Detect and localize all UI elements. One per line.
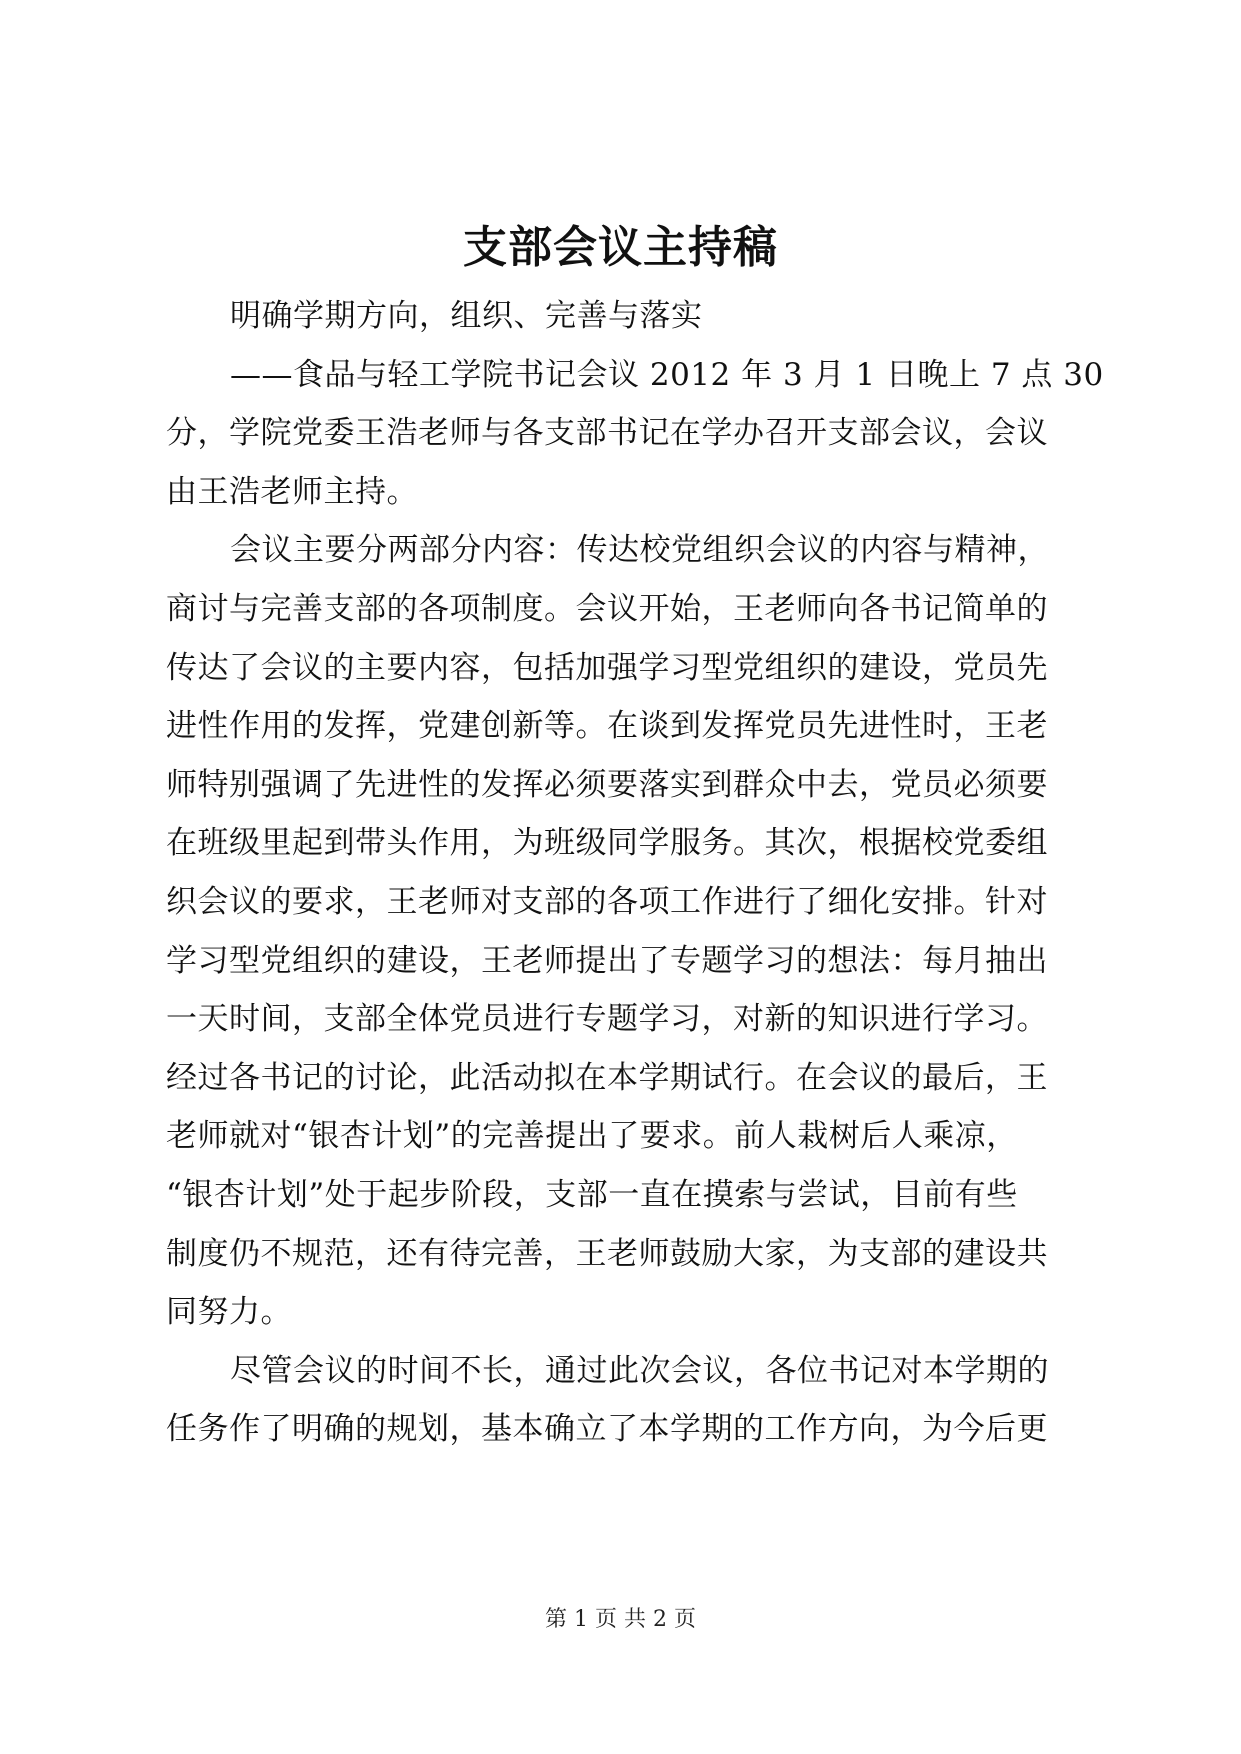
text-line: 会议主要分两部分内容：传达校党组织会议的内容与精神， [230, 532, 1049, 569]
text-line: 进性作用的发挥，党建创新等。在谈到发挥党员先进性时，王老 [166, 708, 1048, 745]
text-line: 尽管会议的时间不长，通过此次会议，各位书记对本学期的 [230, 1352, 1049, 1389]
text-line: 同努力。 [166, 1294, 292, 1331]
text-line: 一天时间，支部全体党员进行专题学习，对新的知识进行学习。 [166, 1001, 1048, 1038]
text-line: 织会议的要求，王老师对支部的各项工作进行了细化安排。针对 [166, 883, 1048, 920]
text-line: 传达了会议的主要内容，包括加强学习型党组织的建设，党员先 [166, 649, 1048, 686]
text-line: ——食品与轻工学院书记会议 2012 年 3 月 1 日晚上 7 点 30 [230, 356, 1104, 393]
text-line: 由王浩老师主持。 [166, 473, 418, 510]
text-line: 商讨与完善支部的各项制度。会议开始，王老师向各书记简单的 [166, 590, 1048, 627]
text-line: 在班级里起到带头作用，为班级同学服务。其次，根据校党委组 [166, 825, 1048, 862]
page-footer [0, 1605, 1241, 1635]
text-line: 师特别强调了先进性的发挥必须要落实到群众中去，党员必须要 [166, 766, 1048, 803]
text-line: 任务作了明确的规划，基本确立了本学期的工作方向，为今后更 [166, 1411, 1048, 1448]
text-line: 老师就对“银杏计划”的完善提出了要求。前人栽树后人乘凉， [166, 1118, 1018, 1155]
text-line: 学习型党组织的建设，王老师提出了专题学习的想法：每月抽出 [166, 942, 1048, 979]
text-line: “银杏计划”处于起步阶段，支部一直在摸索与尝试，目前有些 [166, 1176, 1018, 1213]
document-title: 支部会议主持稿 [463, 222, 778, 273]
document-body [166, 287, 1104, 1459]
text-line: 制度仍不规范，还有待完善，王老师鼓励大家，为支部的建设共 [166, 1235, 1048, 1272]
page-indicator: 第 1 页 共 2 页 [545, 1607, 696, 1632]
text-line: 经过各书记的讨论，此活动拟在本学期试行。在会议的最后，王 [166, 1059, 1048, 1096]
text-line: 明确学期方向，组织、完善与落实 [230, 298, 703, 334]
text-line: 分，学院党委王浩老师与各支部书记在学办召开支部会议，会议 [166, 415, 1048, 452]
